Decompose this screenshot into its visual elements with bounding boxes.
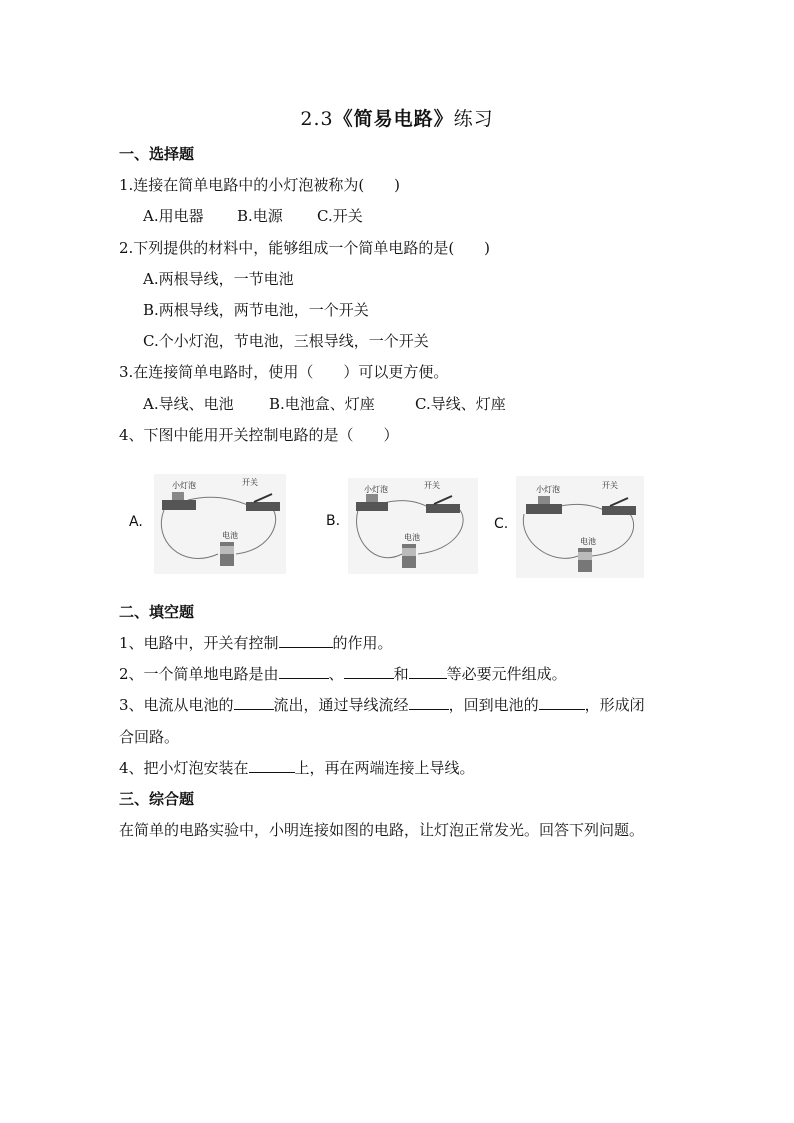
section-choice-heading: 一、选择题	[119, 145, 195, 163]
circuit-c-illustration	[490, 470, 660, 582]
fill-q2-text-a: 2、一个简单地电路是由	[119, 665, 279, 683]
q2-option-a: A.两根导线，一节电池	[143, 270, 294, 288]
q1-option-b: B.电源	[237, 207, 283, 225]
fill-q4-blank[interactable]	[249, 758, 295, 773]
figure-b	[320, 470, 490, 582]
figure-b-battery-label: 电池	[404, 533, 420, 542]
figure-c-switch-label: 开关	[602, 481, 618, 490]
fill-q3-blank-2[interactable]	[409, 695, 449, 710]
fill-q3-text-d: ，形成闭	[584, 696, 645, 714]
figure-a-bulb-label: 小灯泡	[172, 481, 196, 490]
section-comprehensive-heading: 三、综合题	[119, 790, 195, 808]
fill-q2-text-c: 和	[393, 665, 409, 683]
figure-a-letter: A.	[129, 514, 143, 530]
figure-c-battery-label: 电池	[580, 537, 596, 546]
figure-b-letter: B.	[326, 513, 341, 529]
q3-options	[143, 394, 506, 414]
fill-q2	[119, 664, 567, 684]
q1-option-a: A.用电器	[143, 207, 204, 225]
fill-q3-blank-3[interactable]	[539, 695, 585, 710]
page-title	[0, 104, 794, 131]
fill-q4-text-b: 上，再在两端连接上导线。	[294, 759, 475, 777]
fill-q3-text-a: 3、电流从电池的	[119, 696, 234, 714]
figure-a	[122, 470, 292, 582]
fill-q2-text-b: 、	[328, 665, 344, 683]
figure-b-bulb-label: 小灯泡	[364, 485, 388, 494]
fill-q3	[119, 695, 645, 715]
fill-q2-blank-1[interactable]	[279, 664, 329, 679]
fill-q3-text-c: ，回到电池的	[448, 696, 539, 714]
comprehensive-question: 在简单的电路实验中，小明连接如图的电路，让灯泡正常发光。回答下列问题。	[119, 821, 645, 839]
q2-stem: 2.下列提供的材料中，能够组成一个简单电路的是( )	[119, 239, 491, 257]
q3-stem: 3.在连接简单电路时，使用（ ）可以更方便。	[119, 363, 449, 381]
fill-q1-blank[interactable]	[279, 633, 333, 648]
q1-options	[143, 206, 363, 226]
figure-a-switch-label: 开关	[242, 478, 258, 487]
figure-a-battery-label: 电池	[222, 531, 238, 540]
title-main: 《简易电路》	[333, 108, 454, 130]
q3-option-c: C.导线、灯座	[415, 395, 506, 413]
section-fill-heading: 二、填空题	[119, 603, 195, 621]
figure-c	[490, 470, 660, 582]
fill-q1	[119, 633, 393, 653]
title-number: 2.3	[300, 108, 334, 130]
fill-q2-text-d: 等必要元件组成。	[446, 665, 567, 683]
figure-b-switch-label: 开关	[424, 481, 440, 490]
q3-option-b: B.电池盒、灯座	[269, 395, 375, 413]
fill-q1-text-b: 的作用。	[332, 634, 393, 652]
q3-option-a: A.导线、电池	[143, 395, 234, 413]
q4-stem: 4、下图中能用开关控制电路的是（ ）	[119, 426, 399, 444]
figure-c-letter: C.	[494, 516, 509, 532]
fill-q4	[119, 758, 475, 778]
fill-q1-text-a: 1、电路中，开关有控制	[119, 634, 279, 652]
q2-option-c: C.个小灯泡，节电池，三根导线，一个开关	[143, 332, 429, 350]
fill-q4-text-a: 4、把小灯泡安装在	[119, 759, 249, 777]
fill-q2-blank-2[interactable]	[344, 664, 394, 679]
fill-q3-continued: 合回路。	[119, 728, 180, 746]
figure-c-bulb-label: 小灯泡	[536, 485, 560, 494]
fill-q3-blank-1[interactable]	[234, 695, 274, 710]
circuit-b-illustration	[320, 470, 490, 582]
fill-q2-blank-3[interactable]	[409, 664, 447, 679]
circuit-a-illustration	[122, 470, 292, 582]
q1-stem: 1.连接在简单电路中的小灯泡被称为( )	[119, 176, 401, 194]
q4-figures	[122, 470, 652, 582]
q2-option-b: B.两根导线，两节电池，一个开关	[143, 301, 369, 319]
fill-q3-text-b: 流出，通过导线流经	[273, 696, 409, 714]
title-suffix: 练习	[453, 108, 494, 130]
q1-option-c: C.开关	[317, 207, 363, 225]
